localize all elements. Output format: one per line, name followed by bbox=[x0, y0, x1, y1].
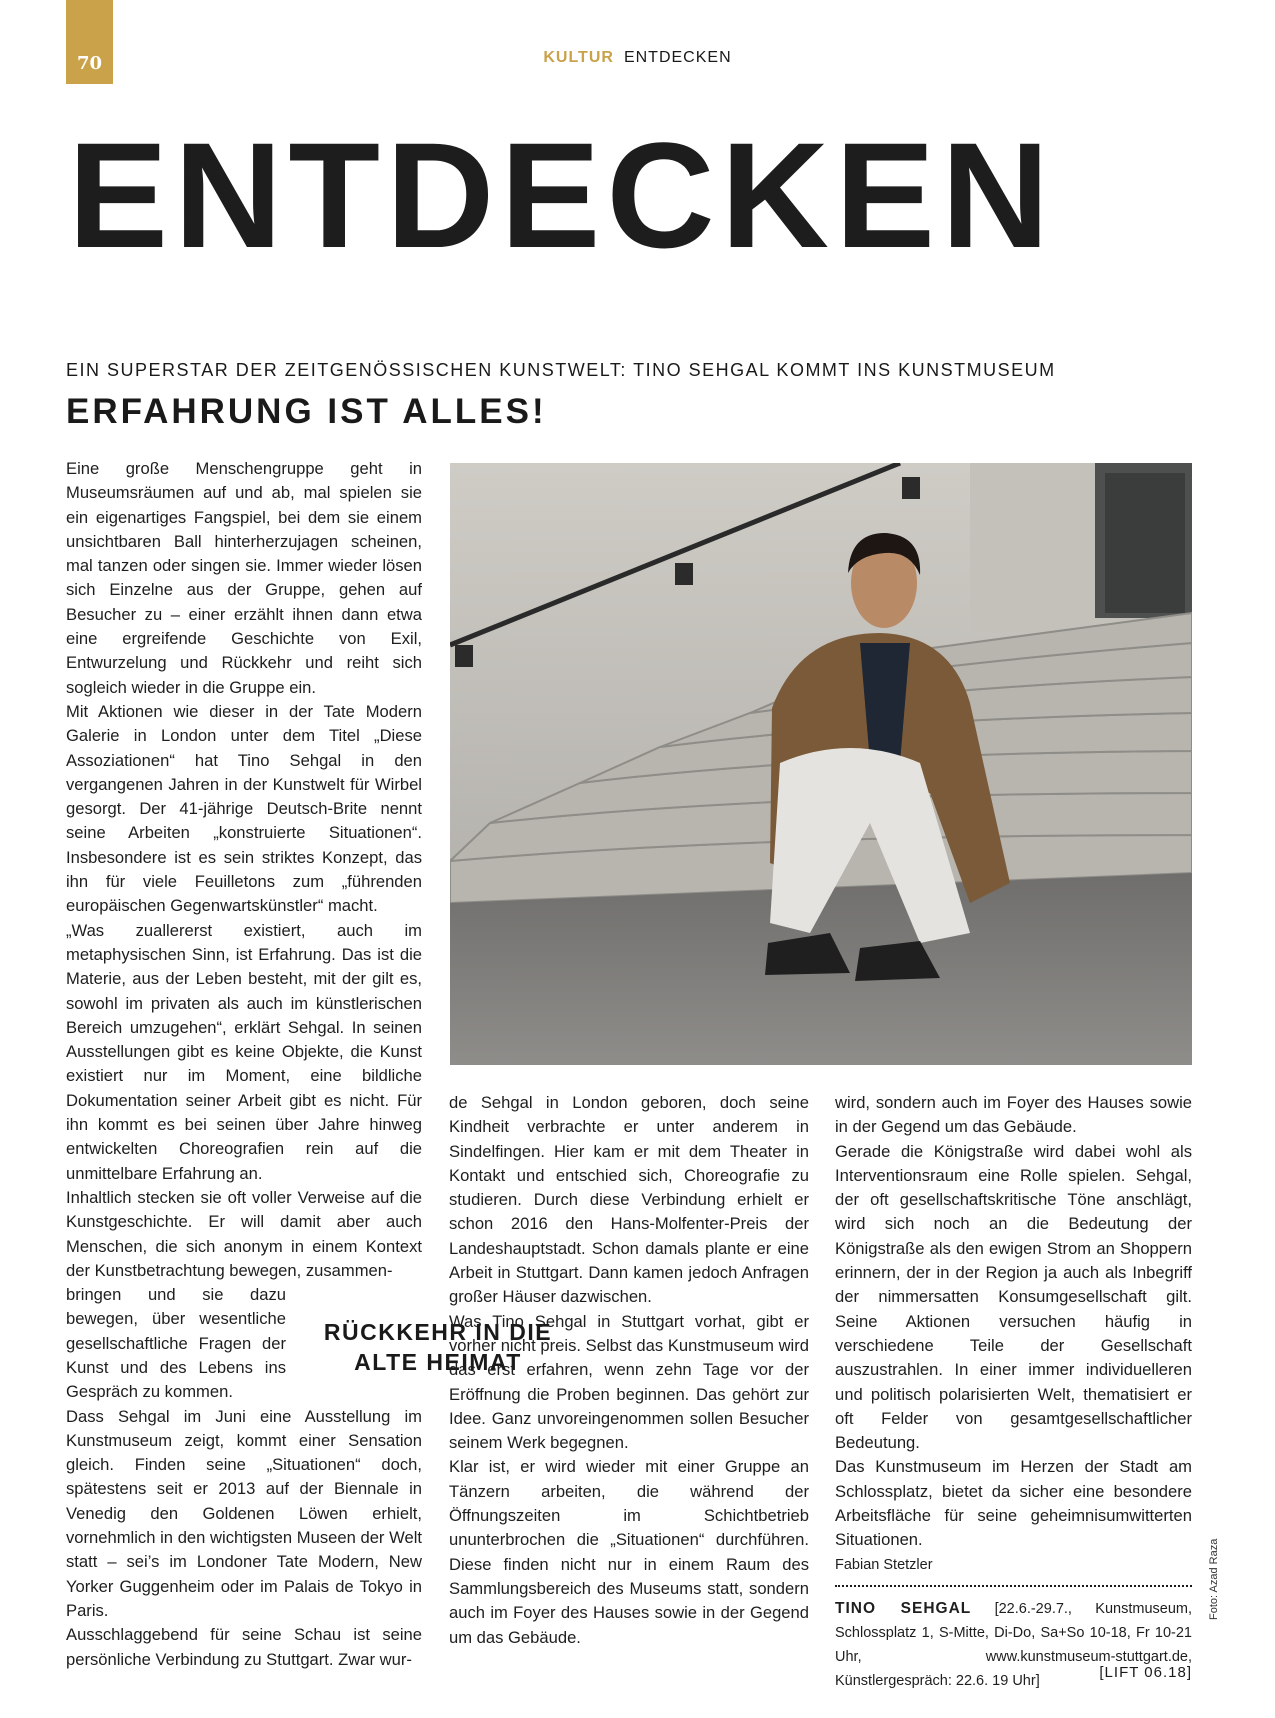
column-1 bbox=[66, 457, 422, 1672]
paragraph: Inhaltlich stecken sie oft voller Verweise auf die Kunstgeschichte. Er will damit aber auch Menschen, die sich anonym in einem Kontext der Kunstbetrachtung bewegen, zusammen- bbox=[66, 1187, 422, 1280]
column-2 bbox=[449, 1091, 809, 1650]
paragraph: Eine große Menschengruppe geht in Museumsräumen auf und ab, mal spielen sie ein eigenartiges Fangspiel, bei dem sie einem unsichtbaren Ball hinterherzujagen scheinen, mal tanzen oder singen sie. Immer wieder lösen sich Einzelne aus der Gruppe, gehen auf Besucher zu – einer erzählt ihnen dann etwa eine ergreifende Geschichte von Exil, Entwurzelung und Rückkehr und reiht sich sogleich wieder in die Gruppe ein. bbox=[66, 459, 422, 697]
paragraph: Gerade die Königstraße wird dabei wohl als Interventionsraum eine Rolle spielen. Sehgal, der oft gesellschaftskritische Töne anschlägt, wird sich noch an die Bedeutung der Königstraße als den ewigen Strom an Shoppern erinnern, der in der Region ja auch als Inbegriff der nimmersatten Konsumgesellschaft gilt. Seine Aktionen versuchen häufig in verschiedene Teile der Gesellschaft auszustrahlen. In einer immer individuelleren und politisch polarisierten Welt, thematisiert er oft Felder von gesamtgesellschaftlicher Bedeutung. bbox=[835, 1141, 1192, 1453]
portrait-photo bbox=[450, 463, 1192, 1065]
header-section: KULTUR bbox=[543, 49, 614, 66]
photo-credit: Foto: Azad Raza bbox=[1208, 1538, 1220, 1620]
issue-footer: [LIFT 06.18] bbox=[1099, 1664, 1192, 1681]
subheading: RÜCKKEHR IN DIE ALTE HEIMAT bbox=[323, 1319, 553, 1375]
article-headline: ERFAHRUNG IST ALLES! bbox=[66, 392, 547, 431]
column-3 bbox=[835, 1091, 1192, 1693]
paragraph: Das Kunstmuseum im Herzen der Stadt am Schlossplatz, bietet da sicher eine besondere Arbeitsfläche für seine geheimnisumwitterten Situationen. bbox=[835, 1457, 1192, 1550]
paragraph: Ausschlaggebend für seine Schau ist seine persönliche Verbindung zu Stuttgart. Zwar wur- bbox=[66, 1625, 422, 1669]
paragraph: Klar ist, er wird wieder mit einer Gruppe an Tänzern arbeiten, die während der Öffnungszeiten im Schichtbetrieb ununterbrochen die „Situationen“ durchführen. Diese finden nicht nur in einem Raum des Sammlungsbereich des Museums statt, sondern auch im Foyer des Hauses sowie in der Gegend um das Gebäude. bbox=[449, 1457, 809, 1647]
divider bbox=[835, 1585, 1192, 1587]
header-subsection: ENTDECKEN bbox=[623, 49, 732, 66]
paragraph: Mit Aktionen wie dieser in der Tate Modern Galerie in London unter dem Titel „Diese Assoziationen“ hat Tino Sehgal in den vergangenen Jahren in der Kunstwelt für Wirbel gesorgt. Der 41-jährige Deutsch-Brite nennt seine Arbeiten „konstruierte Situationen“. Insbesondere ist es sein striktes Konzept, das ihn für viele Feuilletons zum „führenden europäischen Gegenwartskünstler“ macht. bbox=[66, 701, 422, 916]
page-number: 70 bbox=[66, 0, 113, 84]
event-info-details: [22.6.-29.7., Kunstmuseum, Schlossplatz 1, S-Mitte, Di-Do, Sa+So 10-18, Fr 10-21 Uhr, www.kunstmuseum-stuttgart.de, Künstlergespräch: 22.6. 19 Uhr] bbox=[835, 1600, 1193, 1689]
article-kicker: EIN SUPERSTAR DER ZEITGENÖSSISCHEN KUNSTWELT: TINO SEHGAL KOMMT INS KUNSTMUSEUM bbox=[66, 360, 1056, 380]
paragraph: „Was zuallererst existiert, auch im metaphysischen Sinn, ist Erfahrung. Das ist die Materie, aus der Leben besteht, mit der gilt es, sowohl im privaten als auch im künstlerischen Bereich umzugehen“, erklärt Sehgal. In seinen Ausstellungen gibt es keine Objekte, die Kunst existiert nur im Moment, eine bildliche Dokumentation seiner Arbeit gibt es nicht. Für ihn kommt es bei seinen über Jahre hinweg entwickelten Choreografien rein auf die unmittelbare Erfahrung an. bbox=[66, 920, 422, 1183]
running-header bbox=[0, 49, 1275, 67]
author-byline: Fabian Stetzler bbox=[835, 1556, 933, 1573]
paragraph: Was Tino Sehgal in Stuttgart vorhat, gibt er vorher nicht preis. Selbst das Kunstmuseum wird das erst erfahren, wenn zehn Tage vor der Eröffnung die Proben beginnen. Das gehört zur Idee. Ganz unvoreingenommen sollen Besucher seinem Werk begegnen. bbox=[449, 1311, 809, 1453]
paragraph: wird, sondern auch im Foyer des Hauses sowie in der Gegend um das Gebäude. bbox=[835, 1093, 1192, 1137]
paragraph: Dass Sehgal im Juni eine Ausstellung im Kunstmuseum zeigt, kommt einer Sensation gleich. Finden seine „Situationen“ doch, spätestens seit er 2013 auf der Biennale in Venedig den Goldenen Löwen erhielt, vornehmlich in den wichtigsten Museen der Welt statt – sei’s im Londoner Tate Modern, New Yorker Guggenheim oder im Palais de Tokyo in Paris. bbox=[66, 1406, 422, 1620]
page-title: ENTDECKEN bbox=[68, 111, 1056, 279]
event-info-name: TINO SEHGAL bbox=[835, 1599, 972, 1617]
paragraph-wrapped: bringen und sie dazu bewegen, über wesentliche gesellschaftliche Fragen der Kunst und des Lebens ins Gespräch zu kommen. bbox=[66, 1285, 286, 1402]
paragraph: de Sehgal in London geboren, doch seine Kindheit verbrachte er unter anderem in Sindelfingen. Hier kam er mit dem Theater in Kontakt und entschied sich, Choreografie zu studieren. Durch diese Verbindung erhielt er schon 2016 den Hans-Molfenter-Preis der Landeshauptstadt. Schon damals plante er eine Arbeit in Stuttgart. Dann kamen jedoch Anfragen großer Häuser dazwischen. bbox=[449, 1093, 809, 1307]
